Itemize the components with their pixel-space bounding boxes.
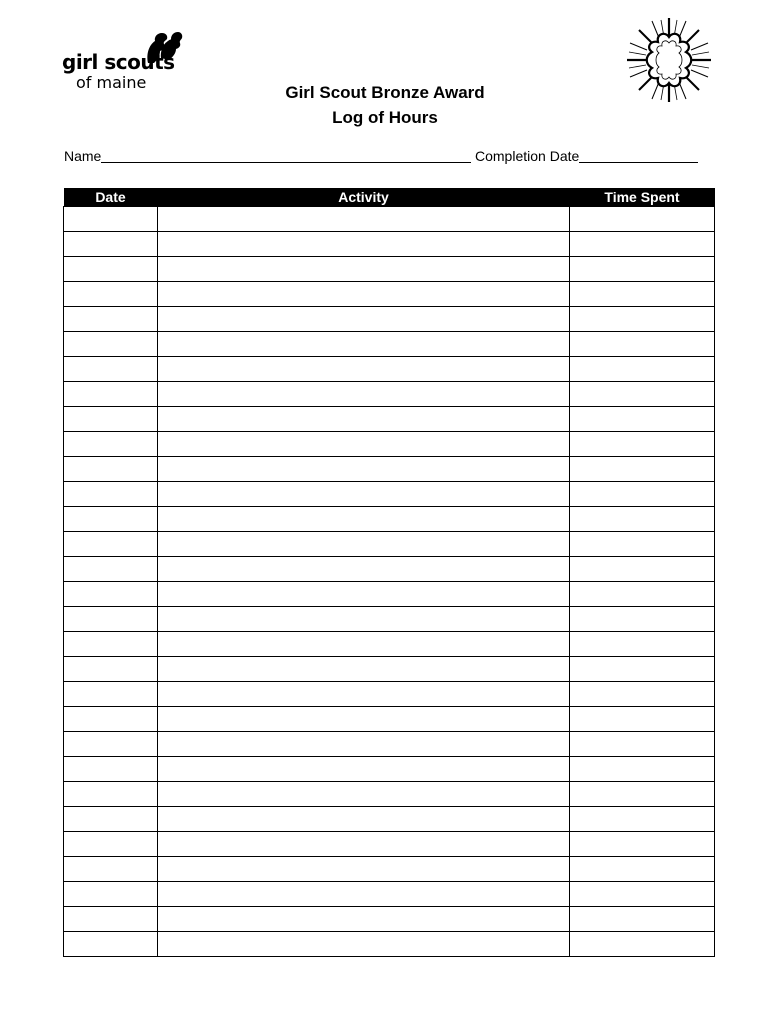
time-spent-cell[interactable] (570, 207, 715, 232)
activity-cell[interactable] (158, 582, 570, 607)
column-header-date: Date (64, 188, 158, 207)
table-row (64, 907, 715, 932)
date-cell[interactable] (64, 632, 158, 657)
time-spent-cell[interactable] (570, 882, 715, 907)
activity-cell[interactable] (158, 207, 570, 232)
date-cell[interactable] (64, 582, 158, 607)
activity-cell[interactable] (158, 857, 570, 882)
table-row (64, 307, 715, 332)
date-cell[interactable] (64, 532, 158, 557)
date-cell[interactable] (64, 382, 158, 407)
date-cell[interactable] (64, 782, 158, 807)
activity-cell[interactable] (158, 757, 570, 782)
table-row (64, 482, 715, 507)
table-row (64, 382, 715, 407)
time-spent-cell[interactable] (570, 457, 715, 482)
column-header-activity: Activity (158, 188, 570, 207)
date-cell[interactable] (64, 557, 158, 582)
time-spent-cell[interactable] (570, 857, 715, 882)
table-row (64, 807, 715, 832)
date-cell[interactable] (64, 407, 158, 432)
time-spent-cell[interactable] (570, 757, 715, 782)
activity-cell[interactable] (158, 732, 570, 757)
date-cell[interactable] (64, 507, 158, 532)
hours-log-table (63, 188, 715, 957)
table-row (64, 632, 715, 657)
activity-cell[interactable] (158, 782, 570, 807)
table-row (64, 857, 715, 882)
activity-cell[interactable] (158, 882, 570, 907)
date-cell[interactable] (64, 232, 158, 257)
date-cell[interactable] (64, 907, 158, 932)
time-spent-cell[interactable] (570, 832, 715, 857)
date-cell[interactable] (64, 657, 158, 682)
activity-cell[interactable] (158, 332, 570, 357)
table-row (64, 582, 715, 607)
activity-cell[interactable] (158, 507, 570, 532)
date-cell[interactable] (64, 432, 158, 457)
table-row (64, 732, 715, 757)
time-spent-cell[interactable] (570, 607, 715, 632)
table-row (64, 232, 715, 257)
date-cell[interactable] (64, 732, 158, 757)
activity-cell[interactable] (158, 482, 570, 507)
activity-cell[interactable] (158, 307, 570, 332)
date-cell[interactable] (64, 207, 158, 232)
table-row (64, 607, 715, 632)
time-spent-cell[interactable] (570, 307, 715, 332)
time-spent-cell[interactable] (570, 632, 715, 657)
name-field[interactable] (64, 147, 471, 165)
activity-cell[interactable] (158, 557, 570, 582)
table-row (64, 282, 715, 307)
time-spent-cell[interactable] (570, 907, 715, 932)
activity-cell[interactable] (158, 357, 570, 382)
activity-cell[interactable] (158, 257, 570, 282)
time-spent-cell[interactable] (570, 557, 715, 582)
time-spent-cell[interactable] (570, 432, 715, 457)
table-row (64, 507, 715, 532)
date-cell[interactable] (64, 932, 158, 957)
logo-text-of-maine: of maine (76, 73, 147, 92)
time-spent-cell[interactable] (570, 782, 715, 807)
table-row (64, 882, 715, 907)
time-spent-cell[interactable] (570, 257, 715, 282)
time-spent-cell[interactable] (570, 582, 715, 607)
time-spent-cell[interactable] (570, 807, 715, 832)
date-cell[interactable] (64, 807, 158, 832)
date-cell[interactable] (64, 307, 158, 332)
time-spent-cell[interactable] (570, 332, 715, 357)
activity-cell[interactable] (158, 682, 570, 707)
name-label: Name (64, 148, 102, 164)
date-cell[interactable] (64, 357, 158, 382)
page-subtitle: Log of Hours (332, 108, 438, 127)
activity-cell[interactable] (158, 607, 570, 632)
date-cell[interactable] (64, 682, 158, 707)
time-spent-cell[interactable] (570, 532, 715, 557)
date-cell[interactable] (64, 607, 158, 632)
date-cell[interactable] (64, 282, 158, 307)
table-row (64, 407, 715, 432)
table-row (64, 207, 715, 232)
date-cell[interactable] (64, 857, 158, 882)
date-cell[interactable] (64, 482, 158, 507)
activity-cell[interactable] (158, 832, 570, 857)
activity-cell[interactable] (158, 907, 570, 932)
time-spent-cell[interactable] (570, 682, 715, 707)
completion-date-label: Completion Date (475, 148, 580, 164)
time-spent-cell[interactable] (570, 232, 715, 257)
time-spent-cell[interactable] (570, 357, 715, 382)
activity-cell[interactable] (158, 457, 570, 482)
activity-cell[interactable] (158, 707, 570, 732)
activity-cell[interactable] (158, 432, 570, 457)
table-row (64, 257, 715, 282)
completion-date-input-line[interactable] (579, 147, 698, 163)
name-input-line[interactable] (101, 147, 471, 163)
table-row (64, 332, 715, 357)
table-row (64, 932, 715, 957)
table-row (64, 707, 715, 732)
table-row (64, 682, 715, 707)
time-spent-cell[interactable] (570, 932, 715, 957)
activity-cell[interactable] (158, 807, 570, 832)
activity-cell[interactable] (158, 657, 570, 682)
date-cell[interactable] (64, 757, 158, 782)
table-body (64, 207, 715, 957)
activity-cell[interactable] (158, 532, 570, 557)
time-spent-cell[interactable] (570, 707, 715, 732)
time-spent-cell[interactable] (570, 482, 715, 507)
completion-date-field[interactable] (475, 147, 698, 165)
activity-cell[interactable] (158, 932, 570, 957)
logo-text-girl-scouts: girl scouts (62, 50, 175, 74)
page-title: Girl Scout Bronze Award (285, 83, 485, 102)
date-cell[interactable] (64, 882, 158, 907)
table-row (64, 357, 715, 382)
table-row (64, 832, 715, 857)
time-spent-cell[interactable] (570, 732, 715, 757)
activity-cell[interactable] (158, 282, 570, 307)
activity-cell[interactable] (158, 632, 570, 657)
column-header-time-spent: Time Spent (570, 188, 715, 207)
table-row (64, 457, 715, 482)
time-spent-cell[interactable] (570, 407, 715, 432)
date-cell[interactable] (64, 332, 158, 357)
table-row (64, 657, 715, 682)
time-spent-cell[interactable] (570, 657, 715, 682)
date-cell[interactable] (64, 257, 158, 282)
time-spent-cell[interactable] (570, 507, 715, 532)
table-row (64, 557, 715, 582)
table-row (64, 532, 715, 557)
activity-cell[interactable] (158, 232, 570, 257)
time-spent-cell[interactable] (570, 282, 715, 307)
time-spent-cell[interactable] (570, 382, 715, 407)
date-cell[interactable] (64, 457, 158, 482)
table-row (64, 782, 715, 807)
activity-cell[interactable] (158, 382, 570, 407)
date-cell[interactable] (64, 832, 158, 857)
table-header-row (64, 188, 715, 207)
date-cell[interactable] (64, 707, 158, 732)
table-row (64, 432, 715, 457)
activity-cell[interactable] (158, 407, 570, 432)
table-row (64, 757, 715, 782)
